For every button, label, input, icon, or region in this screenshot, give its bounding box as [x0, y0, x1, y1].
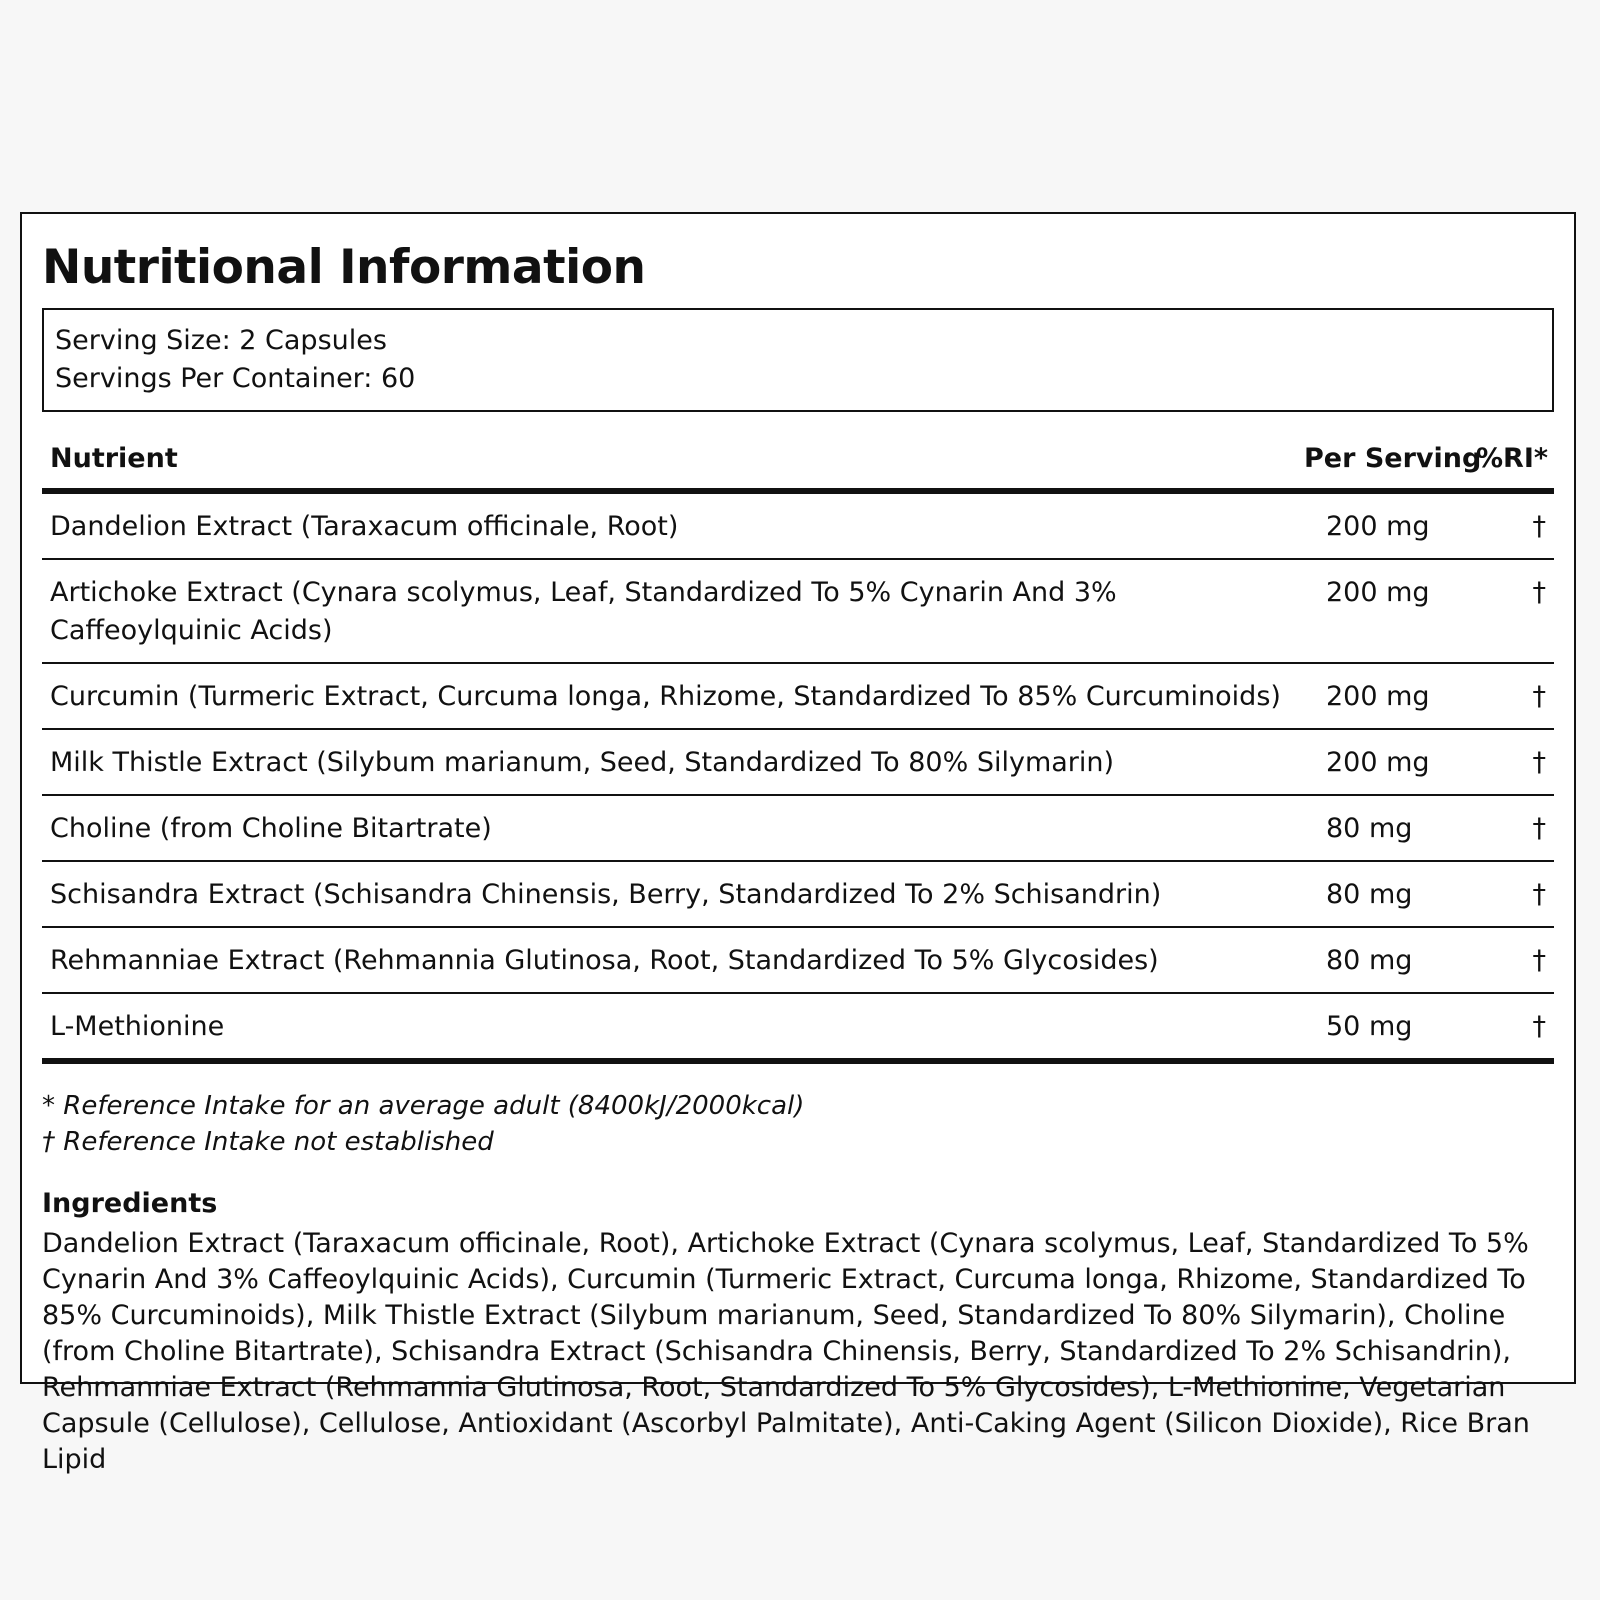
nutrient-ri: † — [1532, 681, 1546, 712]
nutrient-table-header — [42, 438, 1554, 494]
table-row — [42, 560, 1554, 664]
nutrient-name: Curcumin (Turmeric Extract, Curcuma longa, Rhizome, Standardized To 85% Curcuminoids) — [50, 681, 1281, 712]
footnotes — [42, 1088, 1554, 1160]
nutrient-ri: † — [1532, 879, 1546, 910]
serving-size: Serving Size: 2 Capsules — [55, 325, 387, 356]
nutrition-label-panel — [20, 212, 1576, 1475]
ingredients-heading: Ingredients — [42, 1188, 218, 1219]
header-per-serving: Per Serving — [1304, 442, 1482, 474]
nutrient-ri: † — [1532, 813, 1546, 844]
table-row — [42, 928, 1554, 994]
table-row — [42, 796, 1554, 862]
nutrient-name: L-Methionine — [50, 1011, 225, 1042]
page-title: Nutritional Information — [42, 240, 646, 295]
nutrient-amount: 80 mg — [1326, 945, 1413, 976]
nutrient-ri: † — [1532, 747, 1546, 778]
nutrient-ri: † — [1532, 945, 1546, 976]
table-row — [42, 730, 1554, 796]
header-nutrient: Nutrient — [50, 442, 178, 474]
nutrient-amount: 200 mg — [1326, 681, 1430, 712]
nutrient-ri: † — [1532, 511, 1546, 542]
ingredients-text: Dandelion Extract (Taraxacum officinale, Root), Artichoke Extract (Cynara scolymus, Leaf, Standardized To 5% Cynarin And 3% Caffeoylquinic Acids), Curcumin (Turmeric Extract, Curcuma longa, Rhizome, Standardized To 85% Curcuminoids), Milk Thistle Extract (Silybum marianum, Seed, Standardized To 80% Silymarin), Choline (from Choline Bitartrate), Schisandra Extract (Schisandra Chinensis, Berry, Standardized To 2% Schisandrin), Rehmanniae Extract (Rehmannia Glutinosa, Root, Standardized To 5% Glycosides), L-Methionine, Vegetarian Capsule (Cellulose), Cellulose, Antioxidant (Ascorbyl Palmitate), Anti-Caking Agent (Silicon Dioxide), Rice Bran Lipid — [42, 1228, 1530, 1475]
nutrient-ri: † — [1532, 1011, 1546, 1042]
nutrient-name: Milk Thistle Extract (Silybum marianum, Seed, Standardized To 80% Silymarin) — [50, 747, 1115, 778]
nutrient-name: Rehmanniae Extract (Rehmannia Glutinosa, Root, Standardized To 5% Glycosides) — [50, 945, 1159, 976]
table-row — [42, 664, 1554, 730]
nutrient-name: Artichoke Extract (Cynara scolymus, Leaf, Standardized To 5% Cynarin And 3% Caffeoylquinic Acids) — [50, 577, 1117, 646]
nutrient-amount: 200 mg — [1326, 747, 1430, 778]
servings-per-container: Servings Per Container: 60 — [55, 363, 416, 394]
ri-footnote: * Reference Intake for an average adult (8400kJ/2000kcal) — [42, 1091, 805, 1121]
dagger-footnote: † Reference Intake not established — [42, 1127, 494, 1157]
table-row — [42, 862, 1554, 928]
nutrient-table — [42, 438, 1554, 1064]
nutrient-amount: 200 mg — [1326, 511, 1430, 542]
nutrient-ri: † — [1532, 577, 1546, 608]
nutrient-amount: 80 mg — [1326, 879, 1413, 910]
table-row — [42, 994, 1554, 1064]
nutrient-name: Schisandra Extract (Schisandra Chinensis, Berry, Standardized To 2% Schisandrin) — [50, 879, 1162, 910]
nutrient-amount: 50 mg — [1326, 1011, 1413, 1042]
header-ri: %RI* — [1476, 442, 1549, 474]
nutrient-name: Dandelion Extract (Taraxacum officinale, Root) — [50, 511, 679, 542]
table-row — [42, 494, 1554, 560]
nutrient-name: Choline (from Choline Bitartrate) — [50, 813, 492, 844]
nutrient-amount: 80 mg — [1326, 813, 1413, 844]
serving-info-box — [42, 308, 1554, 412]
nutrient-amount: 200 mg — [1326, 577, 1430, 608]
